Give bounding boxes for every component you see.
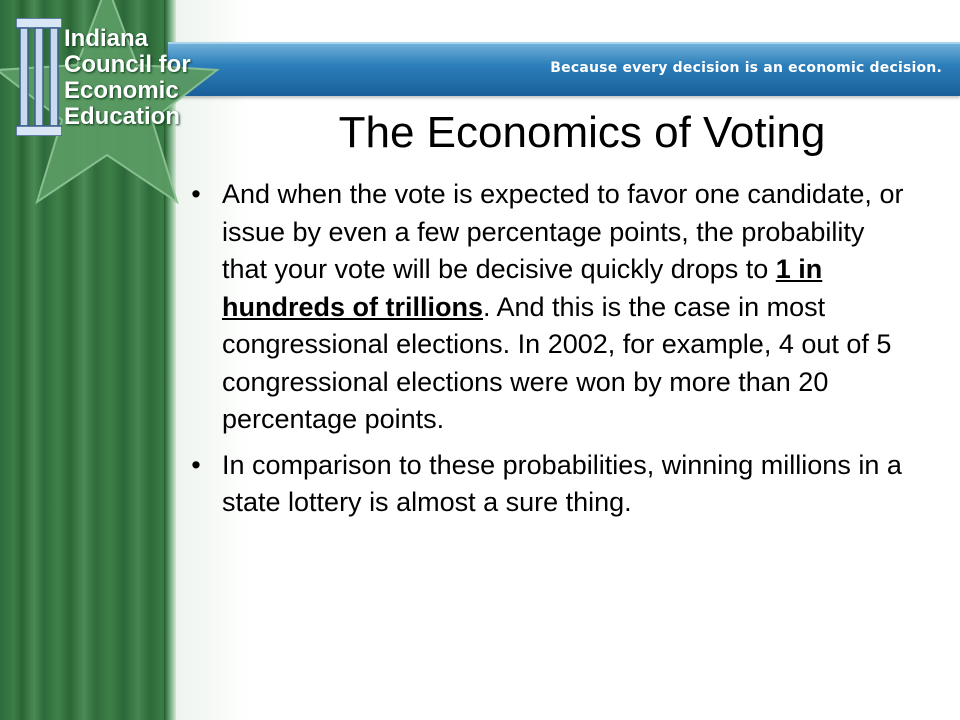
bullet-text-after: . And this is the case in most congressional elections. In 2002, for example, 4 out of 5 congressional elections were won by more than 20 percentage points. — [222, 291, 892, 434]
logo-line: Council for — [64, 51, 191, 78]
bullet-list — [186, 176, 916, 530]
bullet-item — [186, 447, 916, 522]
bullet-glyph: • — [191, 179, 201, 209]
pillar-logo-icon — [16, 18, 62, 136]
slide-title: The Economics of Voting — [338, 108, 826, 157]
bullet-item — [186, 176, 916, 439]
header-bar — [168, 42, 960, 96]
logo-line: Economic — [64, 77, 179, 104]
bullet-glyph: • — [191, 449, 201, 480]
bullet-text-before: And when the vote is expected to favor one candidate, or issue by even a few percentage points, the probability that your vote will be decisive quickly drops to — [222, 179, 904, 284]
logo-line: Indiana — [64, 25, 149, 52]
bullet-text: In comparison to these probabilities, winning millions in a state lottery is almost a sure thing. — [222, 449, 902, 517]
header-tagline: Because every decision is an economic decision. — [550, 60, 942, 76]
emphasized-phrase: 1 in hundreds of trillions — [222, 254, 823, 322]
organization-logo-text — [64, 26, 191, 130]
logo-line: Education — [64, 103, 181, 130]
